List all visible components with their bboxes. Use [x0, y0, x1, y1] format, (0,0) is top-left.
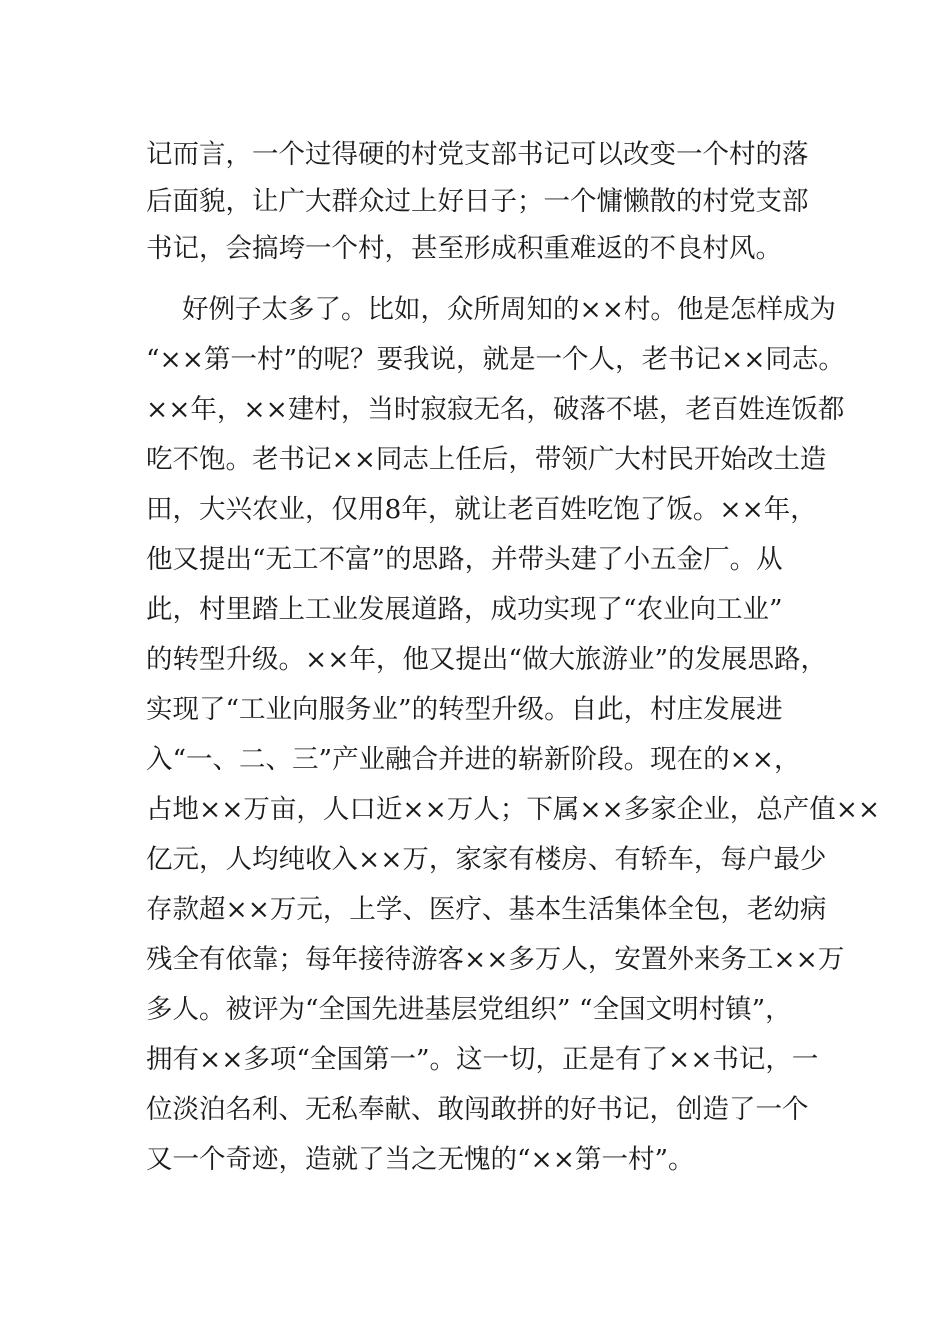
paragraph-2-line-4: 吃不饱。老书记××同志上任后，带领广大村民开始改土造: [146, 444, 827, 475]
paragraph-2-line-12: 亿元，人均纯收入××万，家家有楼房、有轿车，每户最少: [146, 844, 827, 875]
paragraph-2-line-15: 多人。被评为“全国先进基层党组织” “全国文明村镇”，: [146, 994, 792, 1025]
paragraph-2-line-5: 田，大兴农业，仅用8年，就让老百姓吃饱了饭。××年，: [146, 494, 817, 525]
paragraph-2-line-18: 又一个奇迹，造就了当之无愧的“××第一村”。: [146, 1144, 695, 1175]
paragraph-2-line-9: 实现了“工业向服务业”的转型升级。自此，村庄发展进: [146, 694, 783, 725]
paragraph-2-line-11: 占地××万亩，人口近××万人；下属××多家企业，总产值××: [146, 794, 881, 825]
paragraph-1-line-1: 记而言，一个过得硬的村党支部书记可以改变一个村的落: [146, 139, 809, 170]
paragraph-2-line-16: 拥有××多项“全国第一”。这一切，正是有了××书记，一: [146, 1044, 819, 1075]
paragraph-2-line-2: “××第一村”的呢？要我说，就是一个人，老书记××同志。: [146, 344, 845, 375]
paragraph-2-line-13: 存款超××万元，上学、医疗、基本生活集体全包，老幼病: [146, 894, 827, 925]
paragraph-2-line-17: 位淡泊名利、无私奉献、敢闯敢拼的好书记，创造了一个: [146, 1094, 809, 1125]
paragraph-2-line-10: 入“一、二、三”产业融合并进的崭新阶段。现在的××，: [146, 744, 801, 775]
paragraph-2-line-8: 的转型升级。××年，他又提出“做大旅游业”的发展思路，: [146, 644, 828, 675]
paragraph-1-line-2: 后面貌，让广大群众过上好日子；一个慵懒散的村党支部: [146, 186, 809, 217]
paragraph-2-line-1: 好例子太多了。比如，众所周知的××村。他是怎样成为: [182, 294, 836, 325]
paragraph-2-line-3: ××年，××建村，当时寂寂无名，破落不堪，老百姓连饭都: [146, 394, 845, 425]
paragraph-2-line-14: 残全有依靠；每年接待游客××多万人，安置外来务工××万: [146, 944, 845, 975]
paragraph-2-line-6: 他又提出“无工不富”的思路，并带头建了小五金厂。从: [146, 544, 783, 575]
paragraph-1-line-3: 书记，会搞垮一个村，甚至形成积重难返的不良村风。: [146, 233, 782, 264]
paragraph-2-line-7: 此，村里踏上工业发展道路，成功实现了“农业向工业”: [146, 594, 783, 625]
